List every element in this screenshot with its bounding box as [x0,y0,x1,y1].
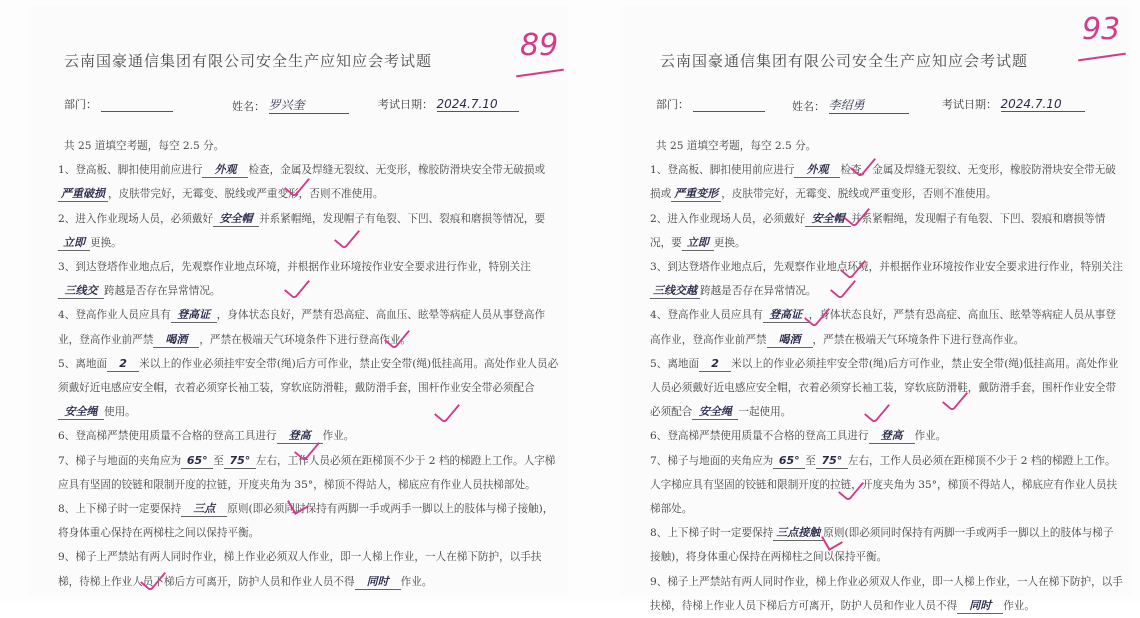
answer-blank: 75° [224,454,256,469]
question-6: 6、登高梯严禁使用质量不合格的登高工具进行 登高 作业。 [650,429,947,443]
answer-blank: 登高证 [763,308,809,323]
exam-date-label: 考试日期： [942,98,997,111]
answer-blank: 2 [699,357,731,372]
answer-blank: 三点接触 [773,526,823,541]
answer-blank: 三线交越 [650,284,700,299]
answer-blank: 75° [816,454,848,469]
exam-title: 云南国豪通信集团有限公司安全生产应知应会考试题 [660,52,1029,70]
answer-blank: 安全绳 [692,405,738,420]
answer-blank: 安全帽 [805,212,851,227]
exam-title: 云南国豪通信集团有限公司安全生产应知应会考试题 [64,52,433,70]
answer-blank: 2 [107,357,139,372]
answer-blank: 65° [181,454,213,469]
exam-date-field: 2024.7.10 [437,97,519,112]
answer-blank: 喝酒 [767,333,813,348]
question-8: 8、上下梯子时一定要保持 三点 原则(即必须同时保持有两脚一手或两手一脚以上的肢体与梯子接触)，将身体重心保持在两梯柱之间以保持平衡。 [58,502,554,540]
exam-header-fields [64,96,558,114]
answer-blank: 安全绳 [58,405,104,420]
answer-blank: 三线交 [58,284,104,299]
answer-blank: 登高证 [171,308,217,323]
answer-blank: 65° [773,454,805,469]
exam-instructions: 共 25 道填空考题，每空 2.5 分。 [656,140,817,152]
question-9: 9、梯子上严禁站有两人同时作业，梯上作业必须双人作业，即一人梯上作业，一人在梯下防护，以手扶梯，待梯上作业人员下梯后方可离开，防护人员和作业人员不得 同时 作业。 [58,551,542,588]
department-label: 部门： [656,98,689,111]
question-1: 1、登高板、脚扣使用前应进行 外观 检查，金属及焊缝无裂纹、无变形，橡胶防滑块安全带无破损或 严重变形 ，皮肤带完好，无霉变、脱线或严重变形，否则不准使用。 [650,163,1116,201]
exam-instructions: 共 25 道填空考题，每空 2.5 分。 [64,140,225,152]
question-5: 5、离地面 2 米以上的作业必须挂牢安全带(绳)后方可作业，禁止安全带(绳)低挂高用。高处作业人员必须戴好近电感应安全帽，衣着必须穿长袖工装，穿软底防滑鞋，戴防滑手套，围杆作业安全带必须配合安全绳 使用。 [58,356,559,419]
name-field: 李绍勇 [829,96,909,114]
answer-blank: 严重变形 [671,187,721,202]
question-2: 2、进入作业现场人员，必须戴好 安全帽 并系紧帽绳，发现帽子有龟裂、下凹、裂痕和磨损等情况，要立即 更换。 [58,211,546,249]
name-label: 姓名： [232,100,265,113]
answer-blank: 登高 [277,429,323,444]
question-4: 4、登高作业人员应具有 登高证 ，身体状态良好，严禁有恐高症、高血压、眩晕等病症人员从事登高作业，登高作业前严禁 喝酒 ，严禁在极端天气环境条件下进行登高作业。 [650,308,1116,346]
name-field: 罗兴奎 [269,96,349,114]
question-7: 7、梯子与地面的夹角应为 65° 至 75° 左右，工作人员必须在距梯顶不少于 2 档的梯蹬上工作。人字梯应具有坚固的铰链和限制开度的拉链，开度夹角为 35°，梯顶不得站人，梯底应有作业人员扶梯部处。 [650,453,1118,516]
department-field [693,111,765,112]
question-list [650,134,1124,618]
department-label: 部门： [64,98,97,111]
answer-blank: 三点 [181,502,227,517]
question-5: 5、离地面 2 米以上的作业必须挂牢安全带(绳)后方可作业，禁止安全带(绳)低挂高用。高处作业人员必须戴好近电感应安全帽，衣着必须穿长袖工装，穿软底防滑鞋，戴防滑手套，围杆作业安全带必须配合 安全绳 一起使用。 [650,356,1119,419]
exam-header-fields [656,96,1122,114]
question-7: 7、梯子与地面的夹角应为 65° 至 75° 左右，工作人员必须在距梯顶不少于 2 档的梯蹬上工作。人字梯应具有坚固的铰链和限制开度的拉链，开度夹角为 35°，梯顶不得站人，梯底应有作业人员扶梯部处。 [58,453,556,491]
answer-blank: 立即 [682,236,714,251]
question-list [58,134,560,594]
question-1: 1、登高板、脚扣使用前应进行 外观 检查，金属及焊缝无裂纹、无变形，橡胶防滑块安全带无破损或严重破损 ，皮肤带完好，无霉变、脱线或严重变形，否则不准使用。 [58,163,546,201]
question-8: 8、上下梯子时一定要保持 三点接触 原则(即必须同时保持有两脚一手或两手一脚以上的肢体与梯子接触)，将身体重心保持在两梯柱之间以保持平衡。 [650,526,1114,564]
exam-date-label: 考试日期： [378,98,433,111]
question-9: 9、梯子上严禁站有两人同时作业，梯上作业必须双人作业，即一人梯上作业，一人在梯下防护，以手扶梯，待梯上作业人员下梯后方可离开，防护人员和作业人员不得 同时 作业。 [650,575,1123,612]
answer-blank: 同时 [957,599,1003,614]
exam-date-field: 2024.7.10 [1001,97,1085,112]
answer-blank: 外观 [794,163,840,178]
answer-blank: 立即 [58,236,90,251]
answer-blank: 安全帽 [213,212,259,227]
answer-blank: 同时 [355,575,401,590]
question-6: 6、登高梯严禁使用质量不合格的登高工具进行 登高 作业。 [58,429,355,443]
exam-sheet-left [28,6,568,596]
question-3: 3、到达登塔作业地点后，先观察作业地点环境，并根据作业环境按作业安全要求进行作业，特别关注三线交 跨越是否存在异常情况。 [58,261,531,298]
department-field [101,111,173,112]
answer-blank: 登高 [869,429,915,444]
answer-blank: 喝酒 [153,333,199,348]
answer-blank: 外观 [202,163,248,178]
handwritten-score: 93 [1082,12,1121,47]
handwritten-score: 89 [520,28,559,63]
question-4: 4、登高作业人员应具有 登高证 ，身体状态良好，严禁有恐高症、高血压、眩晕等病症人员从事登高作业，登高作业前严禁 喝酒 ，严禁在极端天气环境条件下进行登高作业。 [58,308,546,346]
answer-blank: 严重破损 [58,187,108,202]
exam-sheet-right [620,6,1132,612]
name-label: 姓名： [792,100,825,113]
question-3: 3、到达登塔作业地点后，先观察作业地点环境，并根据作业环境按作业安全要求进行作业，特别关注三线交越 跨越是否存在异常情况。 [650,261,1123,298]
question-2: 2、进入作业现场人员，必须戴好 安全帽 并系紧帽绳，发现帽子有龟裂、下凹、裂痕和磨损等情况，要 立即 更换。 [650,211,1106,249]
